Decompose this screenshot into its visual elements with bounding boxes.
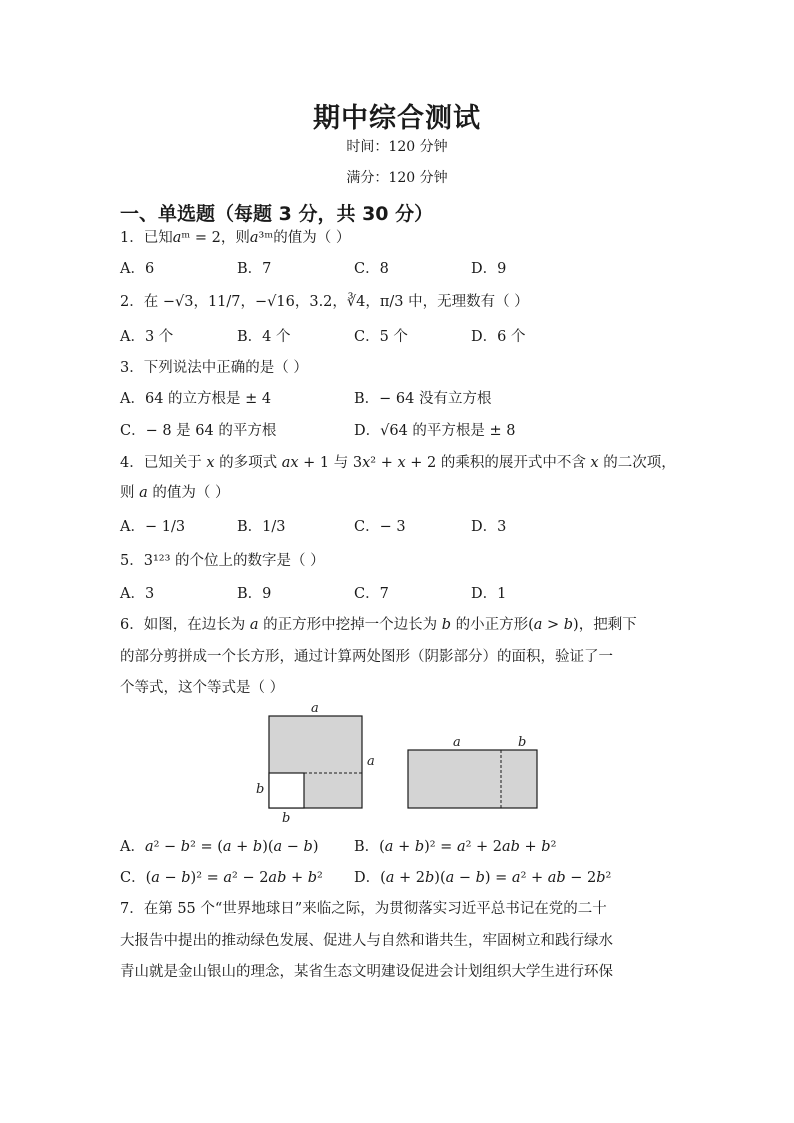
q2-option-a: A．3 个 bbox=[120, 329, 174, 345]
q5-option-c: C．7 bbox=[354, 586, 389, 602]
question-6-stem-line2: 的部分剪拼成一个长方形，通过计算两处图形（阴影部分）的面积，验证了一 bbox=[120, 649, 613, 665]
question-5-stem: 5．3¹²³ 的个位上的数字是（ ） bbox=[120, 553, 325, 569]
time-limit: 时间：120 分钟 bbox=[346, 139, 448, 155]
q6-option-b: B．(𝑎 + 𝑏)² = 𝑎² + 2𝑎𝑏 + 𝑏² bbox=[354, 839, 557, 855]
q4-option-c: C．− 3 bbox=[354, 519, 406, 535]
section-heading: 一、单选题（每题 3 分，共 30 分） bbox=[120, 203, 434, 225]
question-6-stem-line1: 6．如图，在边长为 𝑎 的正方形中挖掉一个边长为 𝑏 的小正方形(𝑎 > 𝑏)，把剩下 bbox=[120, 617, 637, 633]
question-7-line2: 大报告中提出的推动绿色发展、促进人与自然和谐共生，牢固树立和践行绿水 bbox=[120, 933, 613, 949]
question-4-stem-line1: 4．已知关于 𝑥 的多项式 𝑎𝑥 + 1 与 3𝑥² + 𝑥 + 2 的乘积的展开式中不含 𝑥 的二次项， bbox=[120, 455, 676, 471]
question-7-line3: 青山就是金山银山的理念，某省生态文明建设促进会计划组织大学生进行环保 bbox=[120, 964, 613, 980]
q6-option-d: D．(𝑎 + 2𝑏)(𝑎 − 𝑏) = 𝑎² + 𝑎𝑏 − 2𝑏² bbox=[354, 870, 612, 886]
removed-small-square bbox=[269, 773, 304, 808]
q1-option-b: B．7 bbox=[237, 261, 272, 277]
label-b-rect: b bbox=[518, 735, 527, 750]
q4-option-d: D．3 bbox=[471, 519, 507, 535]
q5-option-a: A．3 bbox=[120, 586, 155, 602]
q3-option-a: A．64 的立方根是 ± 4 bbox=[120, 391, 272, 407]
rearranged-rectangle bbox=[408, 750, 537, 808]
q4-option-a: A．− 1/3 bbox=[120, 519, 186, 535]
question-2-stem: 2．在 −√3，11/7，−√16，3.2，∛4，π/3 中，无理数有（ ） bbox=[120, 294, 529, 310]
label-a-right: a bbox=[367, 754, 375, 769]
question-4-stem-line2: 则 𝑎 的值为（ ） bbox=[120, 485, 230, 501]
page-title: 期中综合测试 bbox=[313, 103, 481, 134]
q3-option-c: C．− 8 是 64 的平方根 bbox=[120, 423, 277, 439]
q6-option-c: C．(𝑎 − 𝑏)² = 𝑎² − 2𝑎𝑏 + 𝑏² bbox=[120, 870, 323, 886]
label-a-rect: a bbox=[453, 735, 461, 750]
question-3-stem: 3．下列说法中正确的是（ ） bbox=[120, 360, 308, 376]
q1-option-c: C．8 bbox=[354, 261, 389, 277]
q2-option-d: D．6 个 bbox=[471, 329, 526, 345]
q5-option-d: D．1 bbox=[471, 586, 507, 602]
q6-option-a: A．𝑎² − 𝑏² = (𝑎 + 𝑏)(𝑎 − 𝑏) bbox=[120, 839, 319, 855]
label-b-bottom: b bbox=[282, 811, 291, 826]
q3-option-b: B．− 64 没有立方根 bbox=[354, 391, 492, 407]
q2-option-b: B．4 个 bbox=[237, 329, 291, 345]
question-6-figure bbox=[250, 698, 550, 828]
q2-option-c: C．5 个 bbox=[354, 329, 408, 345]
q1-option-d: D．9 bbox=[471, 261, 507, 277]
label-b-left: b bbox=[256, 782, 265, 797]
label-a-top: a bbox=[311, 701, 319, 716]
q1-option-a: A．6 bbox=[120, 261, 155, 277]
q3-option-d: D．√64 的平方根是 ± 8 bbox=[354, 423, 516, 439]
question-7-line1: 7．在第 55 个“世界地球日”来临之际，为贯彻落实习近平总书记在党的二十 bbox=[120, 901, 607, 917]
full-score: 满分：120 分钟 bbox=[346, 170, 448, 186]
question-6-stem-line3: 个等式，这个等式是（ ） bbox=[120, 680, 285, 696]
q5-option-b: B．9 bbox=[237, 586, 272, 602]
question-1-stem: 1．已知𝑎ᵐ = 2，则𝑎³ᵐ的值为（ ） bbox=[120, 230, 351, 246]
q4-option-b: B．1/3 bbox=[237, 519, 286, 535]
